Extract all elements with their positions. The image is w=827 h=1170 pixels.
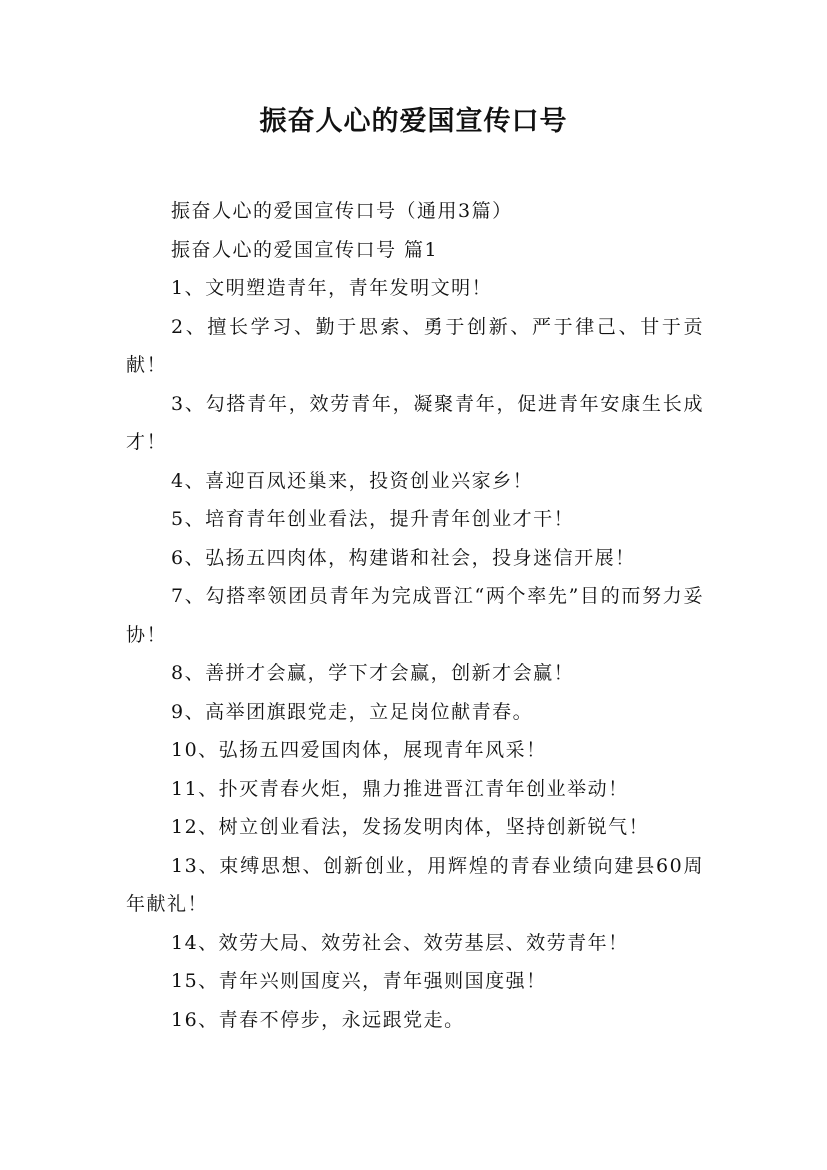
slogan-item: 1、文明塑造青年，青年发明文明！	[171, 277, 493, 299]
slogan-item: 15、青年兴则国度兴，青年强则国度强！	[171, 970, 547, 992]
document-title: 振奋人心的爱国宣传口号	[259, 106, 568, 137]
slogan-item: 4、喜迎百凤还巢来，投资创业兴家乡！	[171, 469, 534, 492]
section-heading: 振奋人心的爱国宣传口号 篇1	[171, 238, 439, 261]
slogan-item: 2、擅长学习、勤于思索、勇于创新、严于律己、甘于贡献！	[126, 315, 704, 376]
slogan-item: 14、效劳大局、效劳社会、效劳基层、效劳青年！	[171, 931, 629, 954]
slogan-item: 12、树立创业看法，发扬发明肉体，坚持创新锐气！	[171, 816, 650, 838]
slogan-item: 6、弘扬五四肉体，构建谐和社会，投身迷信开展！	[171, 546, 636, 569]
slogan-item: 7、勾搭率领团员青年为完成晋江“两个率先”目的而努力妥协！	[126, 585, 704, 646]
slogan-item: 5、培育青年创业看法，提升青年创业才干！	[171, 508, 575, 530]
slogan-item: 13、束缚思想、创新创业，用辉煌的青春业绩向建县60周年献礼！	[126, 854, 704, 915]
slogan-item: 9、高举团旗跟党走，立足岗位献青春。	[171, 700, 534, 723]
slogan-item: 8、善拼才会赢，学下才会赢，创新才会赢！	[171, 662, 575, 684]
slogan-item: 10、弘扬五四爱国肉体，展现青年风采！	[171, 739, 547, 761]
slogan-item: 16、青春不停步，永远跟党走。	[171, 1008, 465, 1031]
subtitle-paragraph: 振奋人心的爱国宣传口号（通用3篇）	[171, 200, 513, 222]
slogan-item: 11、扑灭青春火炬，鼎力推进晋江青年创业举动！	[171, 777, 629, 800]
document-body	[126, 192, 704, 1039]
slogan-item: 3、勾搭青年，效劳青年，凝聚青年，促进青年安康生长成才！	[126, 392, 704, 453]
